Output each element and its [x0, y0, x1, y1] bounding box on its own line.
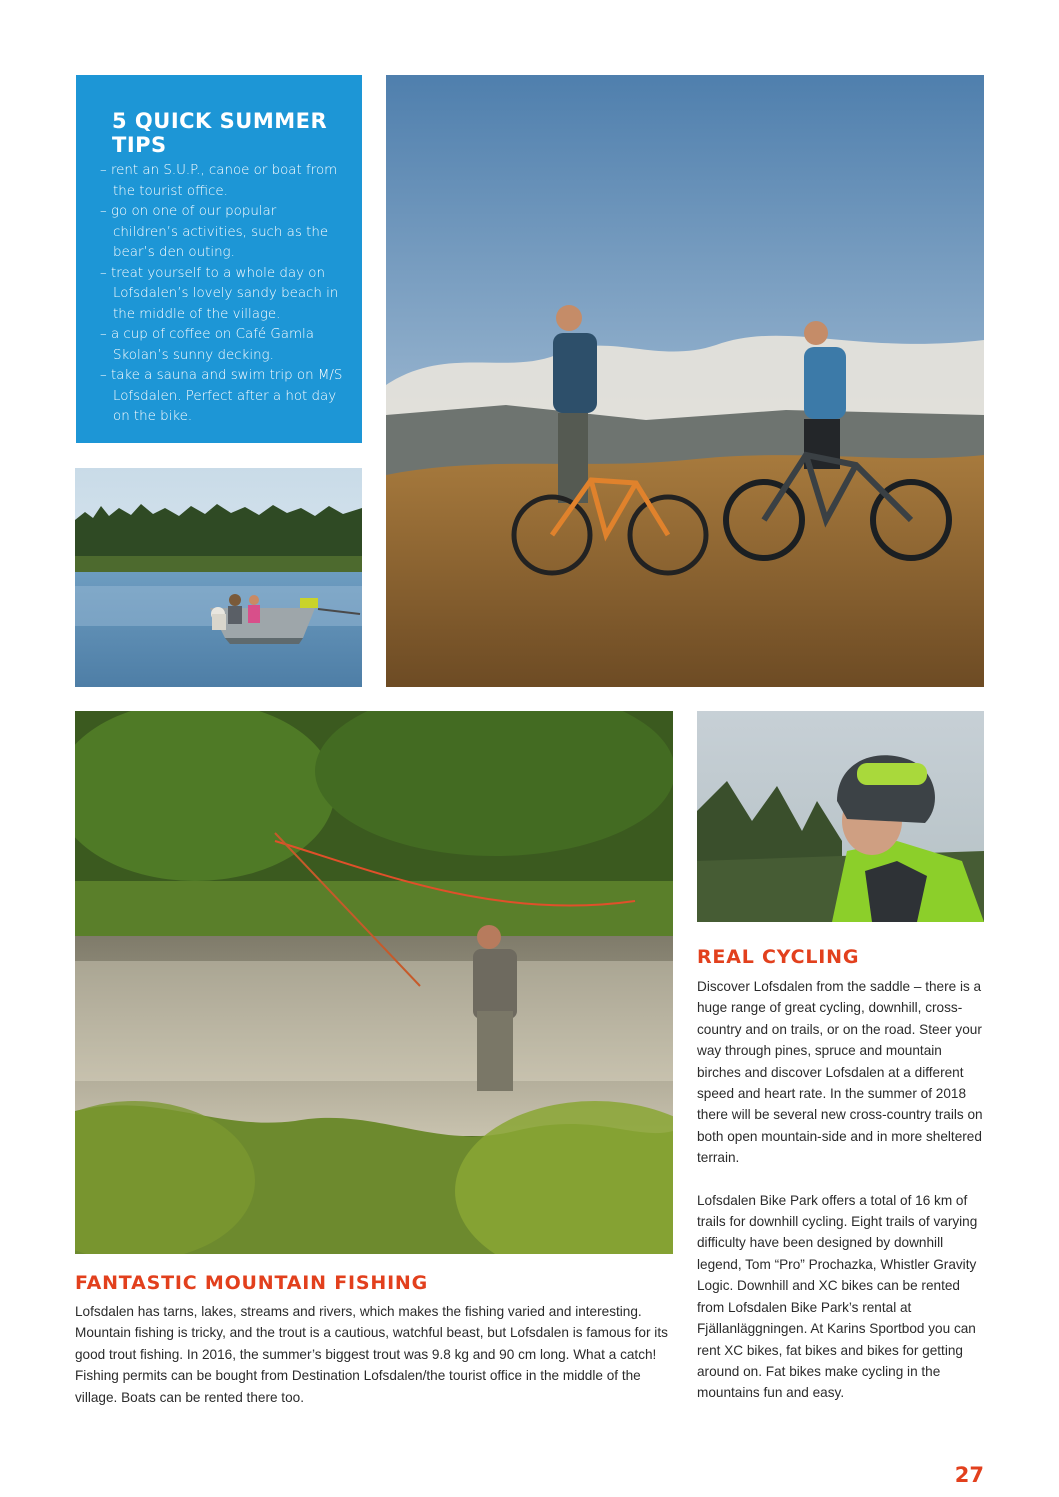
page-number: 27	[954, 1463, 984, 1487]
cycling-heading: REAL CYCLING	[697, 946, 860, 968]
fishing-section	[75, 1272, 673, 1408]
tip-item: – rent an S.U.P., canoe or boat from the tourist office.	[100, 161, 344, 202]
tips-list	[100, 161, 344, 428]
tip-item: – treat yourself to a whole day on Lofsdalen’s lovely sandy beach in the middle of the village.	[100, 264, 344, 326]
cycling-paragraph-2: Lofsdalen Bike Park offers a total of 16 km of trails for downhill cycling. Eight trails of varying difficulty have been designed by downhill legend, Tom “Pro” Prochazka, Whistler Gravity Logic. Downhill and XC bikes can be rented from Lofsdalen Bike Park’s rental at Fjällanläggningen. At Karins Sportbod you can rent XC bikes, fat bikes and bikes for getting around on. Fat bikes make cycling in the mountains fun and easy.	[697, 1192, 978, 1401]
lake-boat-photo	[75, 468, 362, 687]
tip-item: – take a sauna and swim trip on M/S Lofsdalen. Perfect after a hot day on the bike.	[100, 366, 344, 428]
summer-tips-box	[76, 75, 362, 443]
mountain-bikers-photo	[386, 75, 984, 687]
downhill-rider-photo	[697, 711, 984, 922]
cycling-section	[697, 946, 984, 1404]
fishing-heading: FANTASTIC MOUNTAIN FISHING	[75, 1272, 429, 1294]
tips-title: 5 QUICK SUMMER TIPS	[112, 109, 328, 157]
tip-item: – a cup of coffee on Café Gamla Skolan’s sunny decking.	[100, 325, 344, 366]
tip-item: – go on one of our popular children’s activities, such as the bear’s den outing.	[100, 202, 344, 264]
fishing-body: Lofsdalen has tarns, lakes, streams and rivers, which makes the fishing varied and interesting. Mountain fishing is tricky, and the trout is a cautious, watchful beast, but Lofsdalen is famous for its good trout fishing. In 2016, the summer’s biggest trout was 9.8 kg and 90 cm long. What a catch! Fishing permits can be bought from Destination Lofsdalen/the tourist office in the middle of the village. Boats can be rented there too.	[75, 1304, 668, 1405]
cycling-paragraph-1: Discover Lofsdalen from the saddle – there is a huge range of great cycling, downhill, cross-country and on trails, or on the road. Steer your way through pines, spruce and mountain birches and discover Lofsdalen at a different speed and heart rate. In the summer of 2018 there will be several new cross-country trails on both open mountain-side and in more sheltered terrain.	[697, 979, 983, 1166]
fly-fishing-photo	[75, 711, 673, 1254]
